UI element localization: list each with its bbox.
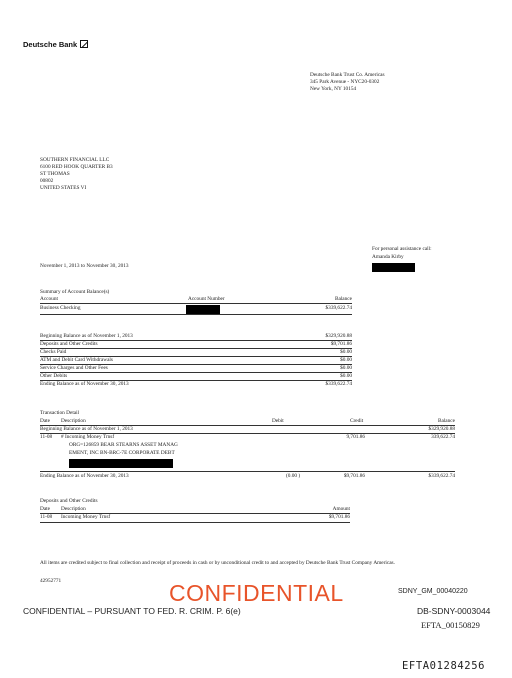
- balance-line-label: Deposits and Other Credits: [40, 341, 98, 347]
- transaction-row-detail: ORG=126859 BEAR STEARNS ASSET MANAG: [69, 442, 178, 448]
- balance-line-value: $0.00: [340, 373, 352, 379]
- balance-line-value: $0.00: [340, 349, 352, 355]
- confidential-stamp: CONFIDENTIAL: [169, 580, 344, 606]
- recipient-line: ST THOMAS: [40, 171, 70, 177]
- balance-line-value: $0.00: [340, 365, 352, 371]
- deutsche-bank-logo-icon: [80, 40, 88, 48]
- sdny-gm-number: SDNY_GM_00040220: [398, 588, 468, 595]
- deposits-col-description: Description: [61, 506, 86, 512]
- recipient-line: SOUTHERN FINANCIAL LLC: [40, 157, 110, 163]
- transactions-ending-credit: $9,701.86: [343, 473, 365, 479]
- balance-line-value: $329,920.88: [325, 333, 352, 339]
- balance-line-value: $9,701.86: [330, 341, 352, 347]
- transactions-ending-label: Ending Balance as of November 30, 2013: [40, 473, 129, 479]
- transactions-ending-debit: (0.00 ): [286, 473, 301, 479]
- deposits-col-date: Date: [40, 506, 50, 512]
- summary-account-balance: $339,622.74: [325, 305, 352, 311]
- transactions-beginning-value: $329,920.88: [428, 426, 455, 432]
- reference-number: 42952771: [40, 578, 62, 584]
- efta-large: EFTA01284256: [402, 660, 486, 672]
- bank-address-line: Deutsche Bank Trust Co. Americas: [310, 72, 385, 78]
- assistance-label: For personal assistance call:: [372, 246, 432, 252]
- divider: [40, 522, 350, 523]
- divider: [40, 314, 352, 315]
- redaction-box: [186, 305, 220, 314]
- transaction-row-balance: 339,622.74: [431, 434, 455, 440]
- balance-line-label: Other Debits: [40, 373, 68, 379]
- transaction-row-detail: EMENT, INC BN-BRC-7E CORPORATE DEBT: [69, 450, 175, 456]
- recipient-address: [40, 157, 113, 192]
- bank-logo-text: Deutsche Bank: [23, 40, 78, 49]
- deposit-row-amount: $9,701.86: [328, 514, 350, 520]
- deposit-row-date: 11-08: [40, 514, 53, 520]
- bank-address: [310, 72, 385, 93]
- confidential-notice: CONFIDENTIAL – PURSUANT TO FED. R. CRIM. P. 6(e): [23, 606, 241, 616]
- deposit-row-description: Incoming Money Trnsf: [61, 514, 111, 520]
- balance-line-label: Ending Balance as of November 30, 2013: [40, 381, 129, 387]
- bank-logo: [23, 40, 88, 49]
- balance-line-label: Checks Paid: [40, 349, 67, 355]
- recipient-line: 00802: [40, 178, 54, 184]
- summary-account-name: Business Checking: [40, 305, 81, 311]
- assistance-name: Amanda Kirby: [372, 254, 404, 260]
- redaction-box: [372, 263, 415, 272]
- transactions-col-balance: Balance: [437, 418, 455, 424]
- summary-title: Summary of Account Balance(s): [40, 289, 110, 295]
- transaction-row-credit: 9,701.86: [346, 434, 365, 440]
- transactions-ending-balance: $339,622.74: [428, 473, 455, 479]
- deposits-title: Deposits and Other Credits: [40, 498, 98, 504]
- recipient-line: UNITED STATES VI: [40, 185, 87, 191]
- transactions-col-debit: Debit: [272, 418, 284, 424]
- summary-col-account: Account: [40, 296, 58, 302]
- transaction-row-date: 11-08: [40, 434, 53, 440]
- statement-period: November 1, 2013 to November 30, 2013: [40, 263, 129, 269]
- bank-address-line: 345 Park Avenue - NYC20-0302: [310, 79, 380, 85]
- divider: [40, 303, 352, 304]
- recipient-line: 6100 RED HOOK QUARTER B3: [40, 164, 113, 170]
- redaction-box: [69, 459, 173, 468]
- transaction-row-description: # Incoming Money Trnsf: [61, 434, 115, 440]
- balance-line-value: $339,622.74: [325, 381, 352, 387]
- bank-address-line: New York, NY 10154: [310, 86, 357, 92]
- deposits-col-amount: Amount: [332, 506, 350, 512]
- transactions-col-credit: Credit: [350, 418, 364, 424]
- balance-line-label: Service Charges and Other Fees: [40, 365, 108, 371]
- balance-line-value: $0.00: [340, 357, 352, 363]
- transactions-beginning-label: Beginning Balance as of November 1, 2013: [40, 426, 133, 432]
- disclaimer: All items are credited subject to final collection and receipt of proceeds in cash or by unconditional credit to and accepted by Deutsche Bank Trust Company Americas.: [40, 560, 395, 566]
- db-sdny-number: DB-SDNY-0003044: [417, 606, 491, 616]
- divider: [40, 471, 455, 472]
- balance-line-label: Beginning Balance as of November 1, 2013: [40, 333, 133, 339]
- efta-small: EFTA_00150829: [421, 620, 480, 630]
- transactions-col-date: Date: [40, 418, 50, 424]
- transactions-title: Transaction Detail: [40, 410, 80, 416]
- summary-col-account-number: Account Number: [188, 296, 225, 302]
- transactions-col-description: Description: [61, 418, 86, 424]
- summary-col-balance: Balance: [334, 296, 352, 302]
- balance-line-label: ATM and Debit Card Withdrawals: [40, 357, 113, 363]
